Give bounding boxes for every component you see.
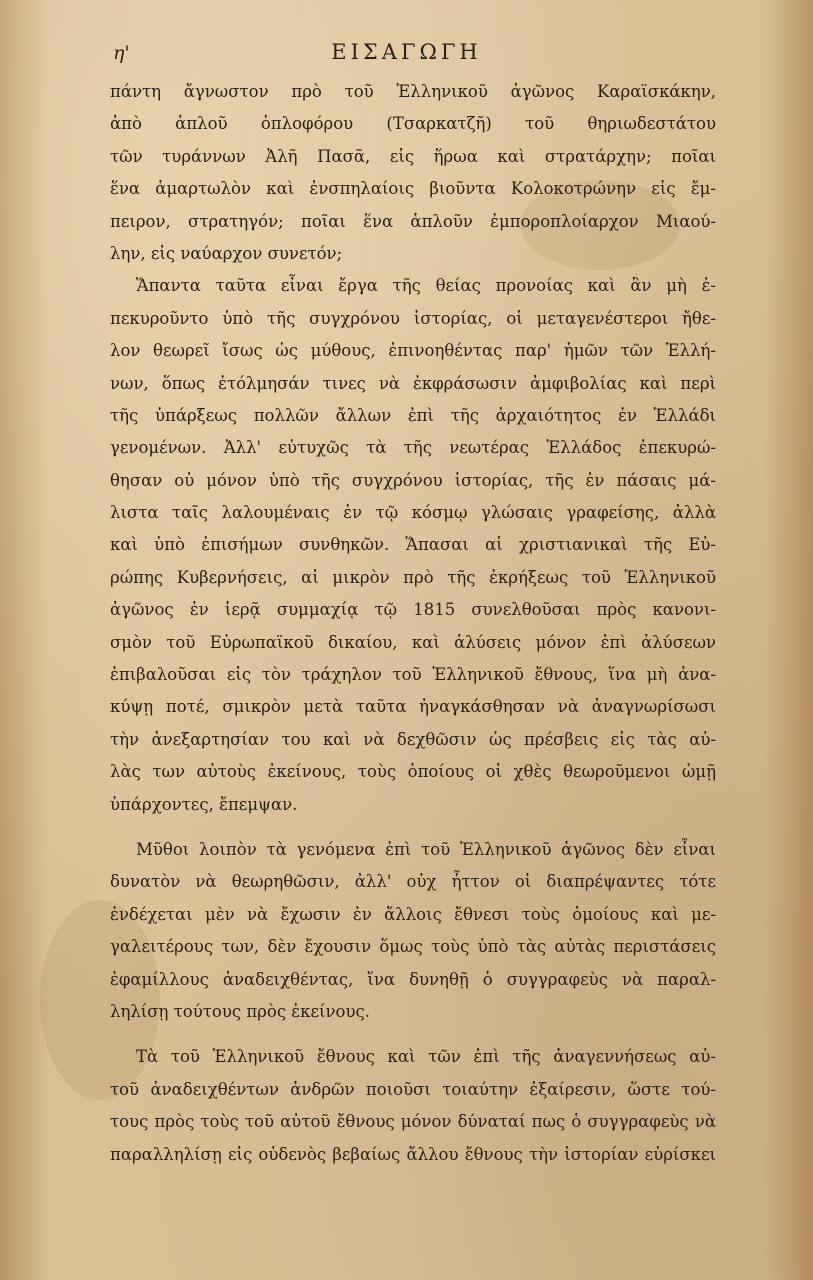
text-line: πεκυροῦντο ὑπὸ τῆς συγχρόνου ἱστορίας, οἱ μεταγενέστεροι ἤθε- <box>110 308 716 328</box>
text-line: τους πρὸς τοὺς τοῦ αὐτοῦ ἔθνους μόνον δύναταί πως ὁ συγγραφεὺς νὰ <box>110 1112 716 1132</box>
text-line: Τὰ τοῦ Ἑλληνικοῦ ἔθνους καὶ τῶν ἐπὶ τῆς ἀναγεννήσεως αὐ- <box>136 1047 716 1067</box>
text-line: ἐφαμίλλους ἀναδειχθέντας, ἵνα δυνηθῇ ὁ συγγραφεὺς νὰ παραλ- <box>110 969 716 989</box>
running-title: ΕΙΣΑΓΩΓΗ <box>331 40 482 64</box>
text-line: γενομένων. Ἀλλ' εὐτυχῶς τὰ τῆς νεωτέρας Ἑλλάδος ἐπεκυρώ- <box>110 438 716 458</box>
text-line: θησαν οὐ μόνον ὑπὸ τῆς συγχρόνου ἱστορίας, τῆς ἐν πάσαις μά- <box>110 470 716 490</box>
text-line: λον θεωρεῖ ἴσως ὡς μύθους, ἐπινοηθέντας παρ' ἡμῶν τῶν Ἑλλή- <box>110 341 716 361</box>
text-line: ἀπὸ ἁπλοῦ ὁπλοφόρου (Τσαρκατζῆ) τοῦ θηριωδεστάτου <box>110 114 716 134</box>
paragraph-gap <box>110 821 716 834</box>
text-line: νων, ὅπως ἐτόλμησάν τινες νὰ ἐκφράσωσιν ἀμφιβολίας καὶ περὶ <box>110 373 716 393</box>
text-line: ἐνδέχεται μὲν νὰ ἔχωσιν ἐν ἄλλοις ἔθνεσι τοὺς ὁμοίους καὶ με- <box>110 904 716 924</box>
text-line: κύψῃ ποτέ, σμικρὸν μετὰ ταῦτα ἠναγκάσθησαν νὰ ἀναγνωρίσωσι <box>110 697 716 717</box>
text-line: λην, εἰς ναύαρχον συνετόν; <box>110 243 343 263</box>
body-text <box>110 76 716 1171</box>
text-line: λὰς των αὐτοὺς ἐκείνους, τοὺς ὁποίους οἱ χθὲς θεωροῦμενοι ὠμῇ <box>110 762 716 782</box>
text-line: παραλληλίσῃ εἰς οὐδενὸς βεβαίως ἄλλου ἔθνους τὴν ἱστορίαν εὑρίσκει <box>110 1144 716 1164</box>
text-line: ἀγῶνος ἐν ἱερᾷ συμμαχίᾳ τῷ 1815 συνελθοῦσαι πρὸς κανονι- <box>110 600 716 620</box>
paragraph <box>110 1041 716 1171</box>
text-line: τὴν ἀνεξαρτησίαν του καὶ νὰ δεχθῶσιν ὡς πρέσβεις εἰς τὰς αὐ- <box>110 729 716 749</box>
text-line: καὶ ὑπὸ ἐπισήμων συνθηκῶν. Ἅπασαι αἱ χριστιανικαὶ τῆς Εὐ- <box>110 535 716 555</box>
paragraph <box>110 76 716 270</box>
text-line: Ἅπαντα ταῦτα εἶναι ἔργα τῆς θείας προνοίας καὶ ἂν μὴ ἐ- <box>136 276 716 296</box>
text-line: ἐπιβαλοῦσαι εἰς τὸν τράχηλον τοῦ Ἑλληνικοῦ ἔθνους, ἵνα μὴ ἀνα- <box>110 665 716 685</box>
text-line: τῶν τυράννων Ἀλῆ Πασᾶ, εἰς ἥρωα καὶ στρατάρχην; ποῖαι <box>110 146 716 166</box>
text-line: γαλειτέρους των, δὲν ἔχουσιν ὅμως τοὺς ὑπὸ τὰς αὐτὰς περιστάσεις <box>110 937 716 957</box>
text-line: ἕνα ἁμαρτωλὸν καὶ ἐνσπηλαίοις βιοῦντα Κολοκοτρώνην εἰς ἔμ- <box>110 179 716 199</box>
text-line: λιστα ταῖς λαλουμέναις ἐν τῷ κόσμῳ γλώσαις γραφείσης, ἀλλὰ <box>110 503 716 523</box>
text-line: τοῦ ἀναδειχθέντων ἀνδρῶν ποιοῦσι τοιαύτην ἐξαίρεσιν, ὥστε τού- <box>110 1079 716 1099</box>
text-line: πειρον, στρατηγόν; ποῖαι ἕνα ἁπλοῦν ἐμποροπλοίαρχον Μιαού- <box>110 211 716 231</box>
paragraph <box>110 834 716 1028</box>
page-number: η' <box>113 42 130 64</box>
text-line: ὑπάρχοντες, ἔπεμψαν. <box>110 794 298 814</box>
text-line: ληλίσῃ τούτους πρὸς ἐκείνους. <box>110 1001 370 1021</box>
paragraph <box>110 270 716 821</box>
text-line: σμὸν τοῦ Εὐρωπαϊκοῦ δικαίου, καὶ ἁλύσεις μόνον ἐπὶ ἁλύσεων <box>110 632 716 652</box>
text-line: Μῦθοι λοιπὸν τὰ γενόμενα ἐπὶ τοῦ Ἑλληνικοῦ ἀγῶνος δὲν εἶναι <box>136 839 716 859</box>
text-line: τῆς ὑπάρξεως πολλῶν ἄλλων ἐπὶ τῆς ἀρχαιότητος ἐν Ἑλλάδι <box>110 405 716 425</box>
text-line: δυνατὸν νὰ θεωρηθῶσιν, ἀλλ' οὐχ ἧττον οἱ διαπρέψαντες τότε <box>110 872 716 892</box>
text-line: ρώπης Κυβερνήσεις, αἱ μικρὸν πρὸ τῆς ἐκρήξεως τοῦ Ἑλληνικοῦ <box>110 567 716 587</box>
page-header <box>0 38 813 68</box>
text-line: πάντη ἄγνωστον πρὸ τοῦ Ἑλληνικοῦ ἀγῶνος Καραϊσκάκην, <box>110 82 716 101</box>
paragraph-gap <box>110 1028 716 1041</box>
